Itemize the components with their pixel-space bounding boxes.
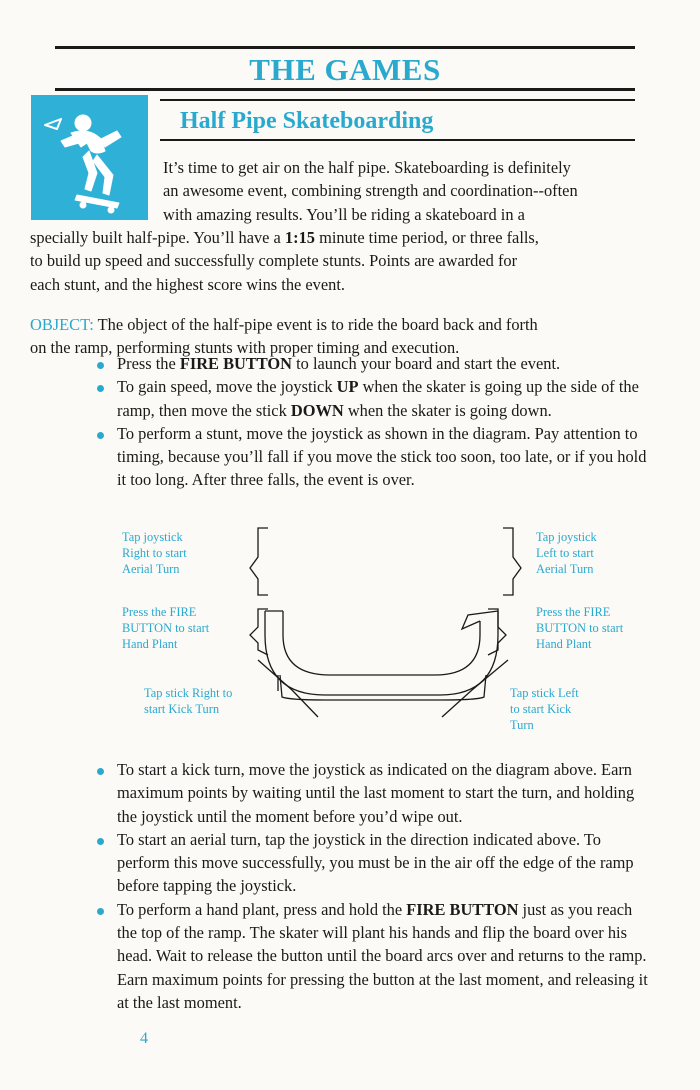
bullet-dot [97, 362, 104, 369]
bullet-dot [97, 432, 104, 439]
page-title: THE GAMES [249, 52, 441, 87]
label-hand-plant-left: Press the FIRE BUTTON to start Hand Plant [122, 605, 210, 651]
stunt-list [95, 758, 655, 1014]
intro-line: with amazing results. You’ll be riding a skateboard in a [163, 204, 525, 224]
list-item: To perform a hand plant, press and hold the FIRE BUTTON just as you reach the top of the ramp. The skater will plant his hands and flip the board over his head. Wait to release the button until the board arcs over and returns to the ramp. Earn maximum points for pressing the button at the last moment, and releasing it at the last moment. [95, 898, 655, 1014]
instruction-list [95, 352, 655, 492]
intro-line: It’s time to get air on the half pipe. Skateboarding is definitely [163, 158, 571, 177]
page-number: 4 [140, 1030, 148, 1047]
intro-line: each stunt, and the highest score wins the event. [30, 274, 345, 294]
label-hand-plant-right: Press the FIRE BUTTON to start Hand Plant [536, 605, 624, 651]
subtitle-rule [160, 139, 635, 141]
intro-line: specially built half-pipe. You’ll have a 1:15 minute time period, or three falls, [30, 228, 539, 247]
object-label: OBJECT: [30, 315, 94, 334]
label-aerial-right: Tap joystick Right to start Aerial Turn [122, 530, 187, 576]
intro-paragraph-cont [30, 226, 670, 296]
label-kick-turn-right: Tap stick Right to start Kick Turn [144, 686, 233, 716]
bullet-dot [97, 838, 104, 845]
object-paragraph: OBJECT: The object of the half-pipe event is to ride the board back and forth on the ramp, performing stunts with proper timing and execution. [30, 315, 538, 358]
list-item: Press the FIRE BUTTON to launch your board and start the event. [95, 352, 655, 375]
intro-paragraph [163, 156, 643, 226]
title-rule-thick [55, 88, 635, 91]
list-item: To gain speed, move the joystick UP when the skater is going up the side of the ramp, then move the stick DOWN when the skater is going down. [95, 375, 655, 422]
time-value: 1:15 [284, 228, 315, 247]
bullet-dot [97, 385, 104, 392]
section-title: Half Pipe Skateboarding [180, 108, 434, 134]
intro-line: an awesome event, combining strength and coordination--often [163, 181, 578, 201]
skateboarder-icon [31, 95, 148, 220]
list-item: To perform a stunt, move the joystick as shown in the diagram. Pay attention to timing, because you’ll fall if you move the stick too soon, too late, or if you hold it too long. After three falls, the event is over. [95, 422, 655, 492]
list-item: To start a kick turn, move the joystick as indicated on the diagram above. Earn maximum points by waiting until the last moment to start the turn, and holding the joystick until the moment before you’d wipe out. [95, 758, 655, 828]
label-aerial-left: Tap joystick Left to start Aerial Turn [536, 530, 597, 576]
joystick-diagram [0, 525, 700, 750]
bullet-dot [97, 768, 104, 775]
bullet-dot [97, 908, 104, 915]
top-rule [55, 46, 635, 49]
intro-line: to build up speed and successfully complete stunts. Points are awarded for [30, 251, 518, 271]
list-item: To start an aerial turn, tap the joystick in the direction indicated above. To perform this move successfully, you must be in the air off the edge of the ramp before tapping the joystick. [95, 828, 655, 898]
label-kick-turn-left: Tap stick Left to start Kick Turn [510, 686, 579, 732]
title-rule-thin [160, 99, 635, 101]
